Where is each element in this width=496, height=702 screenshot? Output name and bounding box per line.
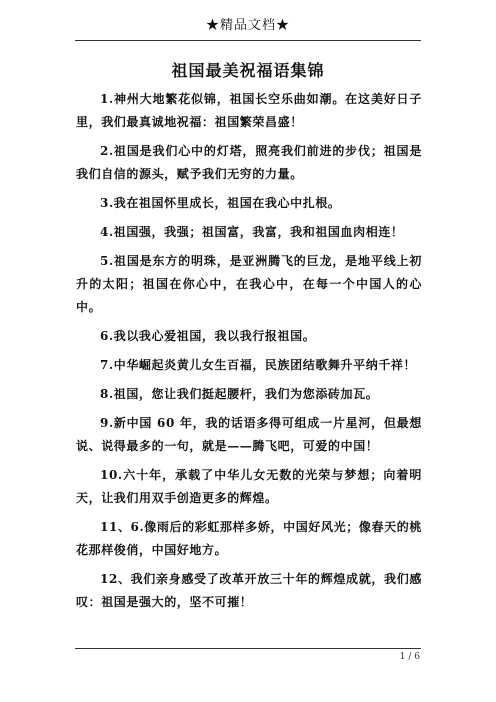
paragraph-9: 9.新中国 60 年，我的话语多得可组成一片星河，但最想说、说得最多的一句，就是——腾飞吧，可爱的中国！ xyxy=(76,416,422,453)
page-number: 1 / 6 xyxy=(399,652,420,662)
paragraph-5: 5.祖国是东方的明珠，是亚洲腾飞的巨龙，是地平线上初升的太阳；祖国在你心中，在我心中，在每一个中国人的心中。 xyxy=(76,254,422,314)
paragraph-6: 6.我以我心爱祖国，我以我行报祖国。 xyxy=(100,329,316,343)
document-body xyxy=(76,88,422,620)
paragraph-3: 3.我在祖国怀里成长，祖国在我心中扎根。 xyxy=(100,196,341,210)
paragraph-10: 10.六十年，承载了中华儿女无数的光荣与梦想；向着明天，让我们用双手创造更多的辉煌。 xyxy=(76,468,422,505)
header-divider xyxy=(75,40,421,41)
paragraph-11: 11、6.像雨后的彩虹那样多娇，中国好风光；像春天的桃花那样俊俏，中国好地方。 xyxy=(76,520,422,557)
document-title: 祖国最美祝福语集锦 xyxy=(171,61,325,80)
paragraph-2: 2.祖国是我们心中的灯塔，照亮我们前进的步伐；祖国是我们自信的源头，赋予我们无穷的力量。 xyxy=(76,144,422,181)
page-header: ★精品文档★ xyxy=(205,18,290,33)
footer-divider xyxy=(75,648,421,649)
paragraph-1: 1.神州大地繁花似锦，祖国长空乐曲如潮。在这美好日子里，我们最真诚地祝福：祖国繁荣昌盛！ xyxy=(76,92,422,129)
paragraph-8: 8.祖国，您让我们挺起腰杆，我们为您添砖加瓦。 xyxy=(100,387,379,401)
paragraph-12: 12、我们亲身感受了改革开放三十年的辉煌成就，我们感叹：祖国是强大的，坚不可摧！ xyxy=(76,572,422,609)
paragraph-4: 4.祖国强，我强；祖国富，我富，我和祖国血肉相连！ xyxy=(100,225,404,239)
paragraph-7: 7.中华崛起炎黄儿女生百福，民族团结歌舞升平纳千祥！ xyxy=(100,358,417,372)
